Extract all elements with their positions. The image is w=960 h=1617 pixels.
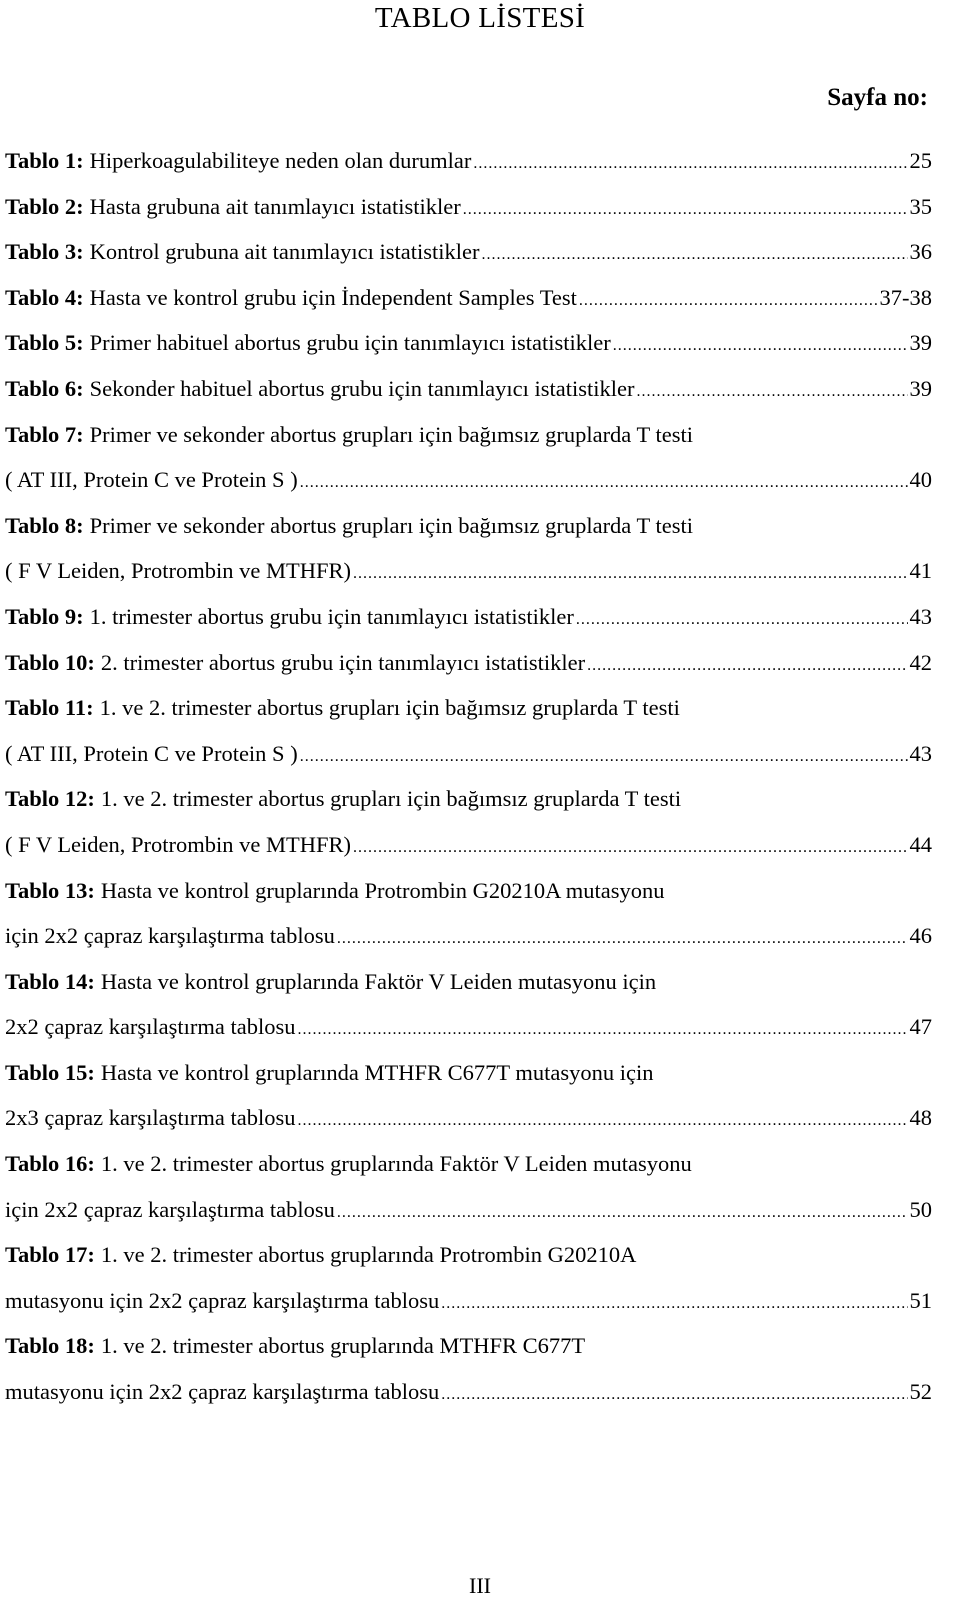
toc-entry-page: 40	[909, 467, 932, 493]
toc-entry-line	[5, 1187, 932, 1233]
toc-entry-line	[5, 822, 932, 868]
dot-leader	[587, 643, 907, 689]
page-title: TABLO LİSTESİ	[374, 2, 586, 34]
toc-entry-label: Tablo 14:	[5, 968, 95, 994]
toc-entry-text: mutasyonu için 2x2 çapraz karşılaştırma tablosu	[5, 1379, 440, 1405]
toc-entry-page: 52	[909, 1379, 932, 1405]
toc-entry-label: Tablo 2:	[5, 193, 84, 219]
toc-entry-label: Tablo 16:	[5, 1151, 95, 1177]
toc-entry-page: 37-38	[879, 284, 932, 310]
toc-entry-label: Tablo 8:	[5, 512, 84, 538]
dot-leader	[473, 141, 907, 187]
dot-leader	[300, 734, 908, 780]
toc-entry-label: Tablo 5:	[5, 330, 84, 356]
toc-entry-line	[5, 731, 932, 777]
toc-entry-page: 39	[909, 330, 932, 356]
toc-entry-label: Tablo 12:	[5, 786, 95, 812]
toc-entry-text: mutasyonu için 2x2 çapraz karşılaştırma tablosu	[5, 1287, 440, 1313]
toc-entry-text: Sekonder habituel abortus grubu için tanımlayıcı istatistikler	[89, 375, 635, 401]
toc-entry-label: Tablo 17:	[5, 1242, 95, 1268]
toc-entry-text: Hasta grubuna ait tanımlayıcı istatistikler	[89, 193, 461, 219]
toc-entry-text: için 2x2 çapraz karşılaştırma tablosu	[5, 923, 335, 949]
toc-entry-page: 47	[909, 1014, 932, 1040]
toc-entry-text: ( AT III, Protein C ve Protein S )	[5, 467, 298, 493]
toc-entry-text: Primer ve sekonder abortus grupları için bağımsız gruplarda T testi	[89, 421, 693, 447]
toc-entry-label: Tablo 18:	[5, 1333, 95, 1359]
toc-entry-line	[5, 184, 932, 230]
toc-entry-text: 1. ve 2. trimester abortus gruplarında Faktör V Leiden mutasyonu	[100, 1151, 692, 1177]
toc-entry-text: Hasta ve kontrol gruplarında MTHFR C677T mutasyonu için	[100, 1059, 654, 1085]
dot-leader	[353, 825, 907, 871]
toc-entry-text: ( AT III, Protein C ve Protein S )	[5, 740, 298, 766]
dot-leader	[613, 323, 908, 369]
toc-entry-page: 25	[909, 148, 932, 173]
dot-leader	[441, 1281, 907, 1327]
toc-entry-page: 43	[909, 740, 932, 766]
toc-entry-page: 35	[909, 193, 932, 219]
toc-entry-line	[5, 1141, 932, 1187]
toc-entry-text: Hasta ve kontrol grubu için İndependent Samples Test	[89, 284, 577, 310]
toc-entry-label: Tablo 13:	[5, 877, 95, 903]
toc-entry-line	[5, 503, 932, 549]
toc-entry-text: 2x2 çapraz karşılaştırma tablosu	[5, 1014, 296, 1040]
toc-entry-line	[5, 594, 932, 640]
toc-entry-text: Kontrol grubuna ait tanımlayıcı istatistikler	[89, 239, 480, 265]
toc-entry-text: 1. ve 2. trimester abortus grupları için bağımsız gruplarda T testi	[100, 786, 682, 812]
toc-entry-line	[5, 868, 932, 914]
toc-entry-label: Tablo 9:	[5, 603, 84, 629]
toc-entry-label: Tablo 4:	[5, 284, 84, 310]
toc-entry-line	[5, 959, 932, 1005]
toc-entry-page: 41	[909, 558, 932, 584]
toc-entry-text: ( F V Leiden, Protrombin ve MTHFR)	[5, 558, 352, 584]
dot-leader	[441, 1372, 907, 1418]
toc-entry-line	[5, 1095, 932, 1141]
toc-entry-label: Tablo 1:	[5, 148, 84, 173]
toc-entry-text: Hasta ve kontrol gruplarında Protrombin G20210A mutasyonu	[100, 877, 665, 903]
dot-leader	[463, 187, 908, 233]
dot-leader	[337, 916, 908, 962]
dot-leader	[298, 1007, 908, 1053]
toc-entry-page: 36	[909, 239, 932, 265]
toc-entry-text: Hasta ve kontrol gruplarında Faktör V Leiden mutasyonu için	[100, 968, 657, 994]
dot-leader	[337, 1190, 908, 1236]
toc-entry-text: için 2x2 çapraz karşılaştırma tablosu	[5, 1196, 335, 1222]
toc-entry-text: 2x3 çapraz karşılaştırma tablosu	[5, 1105, 296, 1131]
toc-entry-line	[5, 548, 932, 594]
toc-entry-line	[5, 366, 932, 412]
toc-entry-line	[5, 776, 932, 822]
toc-entry-page: 39	[909, 375, 932, 401]
toc-entry-line	[5, 1369, 932, 1415]
toc-entry-text: 1. ve 2. trimester abortus gruplarında MTHFR C677T	[100, 1333, 586, 1359]
toc-entry-line	[5, 229, 932, 275]
dot-leader	[353, 551, 907, 597]
toc-entry-page: 42	[909, 649, 932, 675]
toc-entry-line	[5, 320, 932, 366]
toc-entry-label: Tablo 11:	[5, 695, 94, 721]
toc-entry-text: 1. trimester abortus grubu için tanımlayıcı istatistikler	[89, 603, 574, 629]
page-column-label: Sayfa no:	[827, 84, 928, 111]
toc-entry-page: 51	[909, 1287, 932, 1313]
toc-entry-text: 1. ve 2. trimester abortus gruplarında Protrombin G20210A	[100, 1242, 637, 1268]
dot-leader	[636, 369, 907, 415]
toc-entry-label: Tablo 10:	[5, 649, 95, 675]
toc-entry-page: 48	[909, 1105, 932, 1131]
toc-entry-line	[5, 1050, 932, 1096]
toc-entry-text: ( F V Leiden, Protrombin ve MTHFR)	[5, 831, 352, 857]
toc-entry-line	[5, 1323, 932, 1369]
table-list	[5, 138, 932, 1415]
toc-entry-label: Tablo 15:	[5, 1059, 95, 1085]
toc-entry-line	[5, 913, 932, 959]
toc-entry-page: 44	[909, 831, 932, 857]
toc-entry-text: 2. trimester abortus grubu için tanımlayıcı istatistikler	[100, 649, 586, 675]
dot-leader	[576, 597, 908, 643]
toc-entry-line	[5, 457, 932, 503]
toc-entry-line	[5, 138, 932, 184]
toc-entry-line	[5, 685, 932, 731]
dot-leader	[298, 1098, 908, 1144]
toc-entry-text: 1. ve 2. trimester abortus grupları için bağımsız gruplarda T testi	[99, 695, 680, 721]
dot-leader	[300, 460, 908, 506]
toc-entry-page: 46	[909, 923, 932, 949]
toc-entry-line	[5, 1232, 932, 1278]
toc-entry-text: Primer ve sekonder abortus grupları için bağımsız gruplarda T testi	[89, 512, 693, 538]
footer-page-number: III	[469, 1573, 491, 1598]
toc-entry-line	[5, 1004, 932, 1050]
toc-entry-page: 50	[909, 1196, 932, 1222]
toc-entry-line	[5, 412, 932, 458]
toc-entry-page: 43	[909, 603, 932, 629]
toc-entry-text: Primer habituel abortus grubu için tanımlayıcı istatistikler	[89, 330, 611, 356]
dot-leader	[579, 278, 878, 324]
toc-entry-label: Tablo 6:	[5, 375, 84, 401]
toc-entry-line	[5, 640, 932, 686]
toc-entry-label: Tablo 3:	[5, 239, 84, 265]
toc-entry-text: Hiperkoagulabiliteye neden olan durumlar	[89, 148, 472, 173]
toc-entry-line	[5, 275, 932, 321]
toc-entry-label: Tablo 7:	[5, 421, 84, 447]
toc-entry-line	[5, 1278, 932, 1324]
dot-leader	[482, 232, 908, 278]
